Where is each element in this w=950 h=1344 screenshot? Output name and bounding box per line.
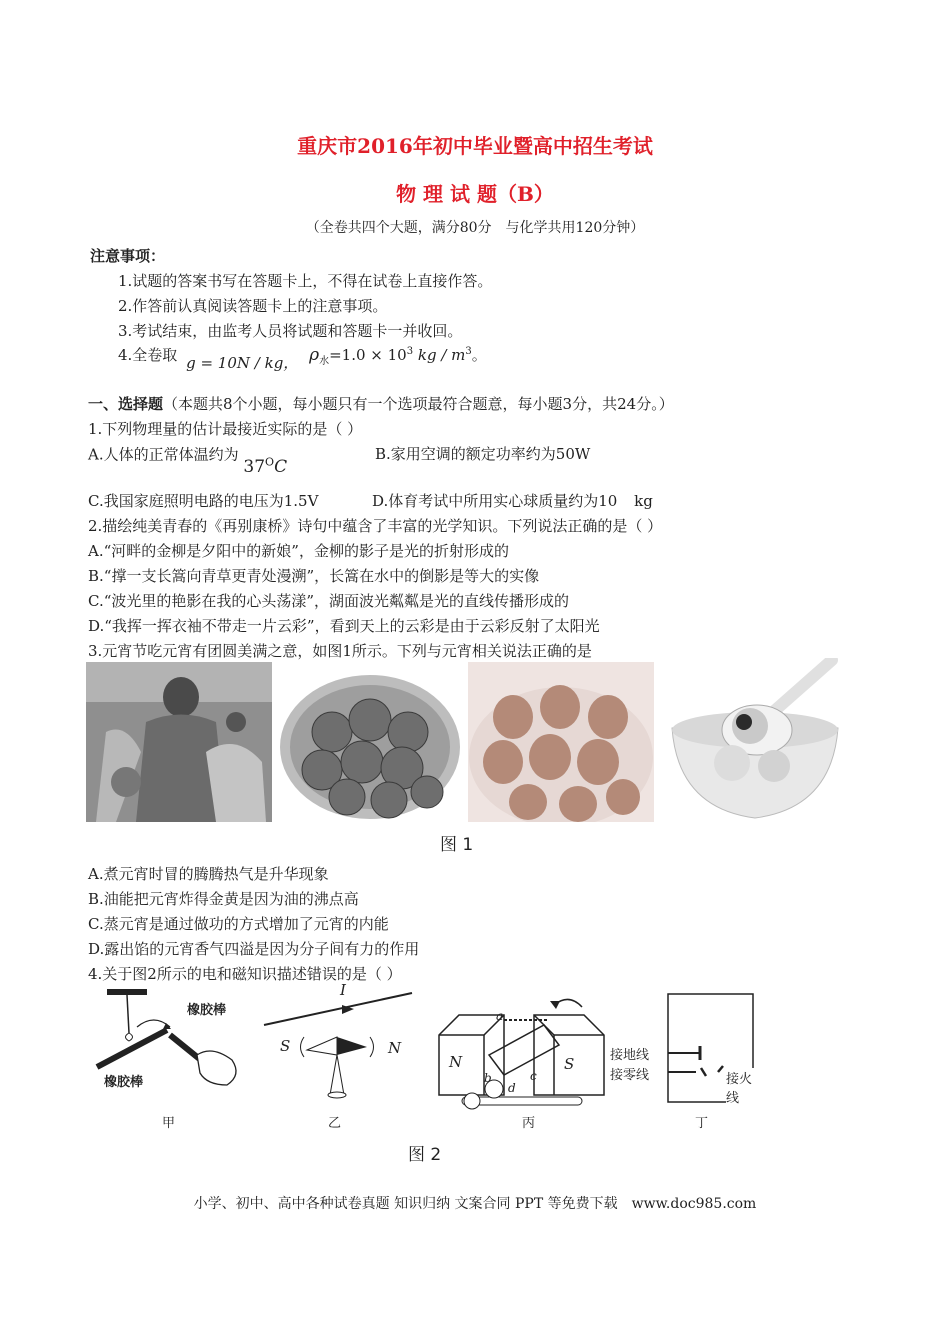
yi-name: 乙	[328, 1116, 342, 1131]
bing-s-label: S	[564, 1055, 575, 1073]
section1-desc: （本题共8个小题，每小题只有一个选项最符合题意，每小题3分，共24分。）	[163, 395, 674, 413]
note-rho: ρ	[309, 345, 320, 365]
note-rho-unit-exp: 3	[465, 346, 472, 357]
note-rho-unit: kg / m	[417, 346, 466, 364]
bing-n-label: N	[449, 1053, 463, 1071]
note-item-2: 2.作答前认真阅读答题卡上的注意事项。	[118, 297, 388, 315]
steam-scene-icon	[86, 662, 272, 822]
yi-n-label: N	[388, 1039, 402, 1057]
bing-a-label: a	[496, 1009, 504, 1023]
figure1-caption: 图 1	[440, 835, 474, 855]
note-rho-exp: 3	[406, 346, 414, 357]
q3-option-a: A.煮元宵时冒的腾腾热气是升华现象	[88, 865, 329, 883]
note-item-3: 3.考试结束，由监考人员将试题和答题卡一并收回。	[118, 322, 463, 340]
figure1-photo-fried	[277, 662, 463, 822]
q1-option-a-value	[243, 457, 287, 477]
page-footer: 小学、初中、高中各种试卷真题 知识归纳 文案合同 PPT 等免费下载 www.doc985.com	[193, 1196, 757, 1212]
q3-stem: 3.元宵节吃元宵有团圆美满之意，如图1所示。下列与元宵相关说法正确的是	[88, 642, 592, 660]
q2-option-a: A.“河畔的金柳是夕阳中的新娘”，金柳的影子是光的折射形成的	[88, 542, 509, 560]
figure2-yi	[262, 981, 422, 1100]
q1-option-d-unit: kg	[634, 492, 653, 510]
q2-option-b: B.“撑一支长篙向青草更青处漫溯”，长篙在水中的倒影是等大的实像	[88, 567, 540, 585]
steamed-yuanxiao-icon	[468, 662, 654, 822]
figure2-ding	[608, 990, 758, 1110]
exam-subtitle: 物 理 试 题（B）	[396, 182, 554, 206]
note-g-value: g = 10N / kg，	[186, 354, 299, 372]
q1-option-d	[372, 490, 653, 511]
exam-info: （全卷共四个大题，满分80分 与化学共用120分钟）	[305, 220, 645, 236]
section1	[88, 393, 674, 414]
q1-option-c: C.我国家庭照明电路的电压为1.5V	[88, 492, 319, 510]
jia-label-rod-left: 橡胶棒	[104, 1075, 144, 1090]
q1-option-a-text: A.人体的正常体温约为	[88, 445, 239, 464]
note-item-1: 1.试题的答案书写在答题卡上，不得在试卷上直接作答。	[118, 272, 493, 290]
q3-option-d: D.露出馅的元宵香气四溢是因为分子间有力的作用	[88, 940, 420, 958]
q2-stem: 2.描绘纯美青春的《再别康桥》诗句中蕴含了丰富的光学知识。下列说法正确的是（ ）	[88, 517, 663, 535]
yi-current-label: I	[340, 981, 346, 999]
ding-ground-label: 接地线	[610, 1048, 650, 1063]
jia-name: 甲	[162, 1116, 176, 1131]
figure2-bing	[434, 985, 624, 1110]
q4-stem: 4.关于图2所示的电和磁知识描述错误的是（ ）	[88, 965, 402, 983]
ding-live-label: 接火线	[726, 1068, 758, 1106]
yi-s-label: S	[280, 1037, 291, 1055]
q1-a-number: 37	[243, 456, 266, 477]
q1-stem: 1.下列物理量的估计最接近实际的是（ ）	[88, 420, 363, 438]
bowl-yuanxiao-icon	[662, 658, 848, 826]
fried-yuanxiao-icon	[277, 662, 463, 822]
q2-option-c: C.“波光里的艳影在我的心头荡漾”，湖面波光粼粼是光的直线传播形成的	[88, 592, 570, 610]
ding-neutral-label: 接零线	[610, 1068, 650, 1083]
ding-name: 丁	[695, 1116, 709, 1131]
note-item-4-end: 。	[471, 346, 487, 364]
figure2-caption: 图 2	[408, 1145, 442, 1165]
bing-b-label: b	[484, 1071, 492, 1085]
q1-option-a	[88, 443, 288, 477]
q1-a-celsius: C	[274, 456, 288, 477]
bing-name: 丙	[522, 1116, 536, 1131]
q1-option-d-text: D.体育考试中所用实心球质量约为10	[372, 492, 618, 510]
bing-c-label: c	[530, 1069, 537, 1083]
q2-option-d: D.“我挥一挥衣袖不带走一片云彩”，看到天上的云彩是由于云彩反射了太阳光	[88, 617, 600, 635]
jia-label-rod-right: 橡胶棒	[187, 1003, 227, 1018]
q3-option-c: C.蒸元宵是通过做功的方式增加了元宵的内能	[88, 915, 389, 933]
q3-option-b: B.油能把元宵炸得金黄是因为油的沸点高	[88, 890, 359, 908]
figure2-jia	[92, 985, 272, 1095]
note-item-4-prefix: 4.全卷取	[118, 346, 178, 364]
notes-heading: 注意事项：	[90, 247, 166, 265]
note-rho-sub: 水	[319, 356, 330, 367]
exam-title: 重庆市2016年初中毕业暨高中招生考试	[297, 134, 653, 158]
note-rho-value: =1.0 × 10	[329, 346, 407, 364]
q1-option-b: B.家用空调的额定功率约为50W	[375, 445, 591, 463]
note-item-4	[118, 344, 487, 372]
figure1-photo-steam	[86, 662, 272, 822]
bing-d-label: d	[508, 1081, 516, 1095]
figure1-photo-bowl	[662, 658, 848, 826]
figure1-photo-steamed	[468, 662, 654, 822]
motor-magnet-icon	[434, 985, 624, 1110]
section1-heading: 一、选择题	[88, 395, 164, 413]
q1-a-degree: O	[265, 455, 275, 468]
